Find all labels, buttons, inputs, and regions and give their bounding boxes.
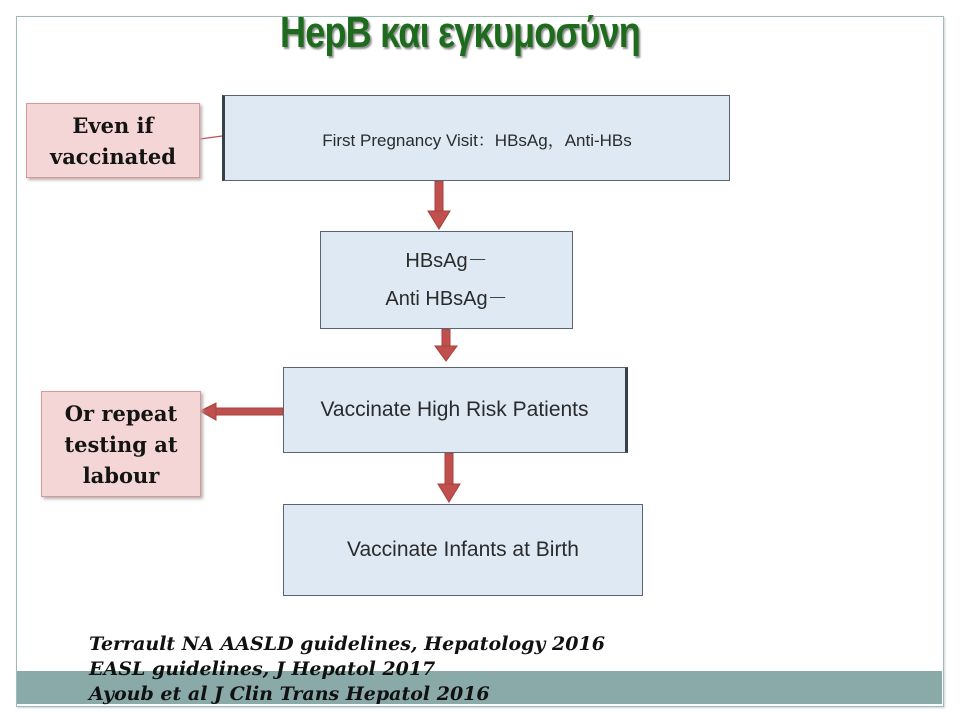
slide-title: HepB και εγκυμοσύνη xyxy=(279,8,641,57)
flow-step-results xyxy=(320,231,573,329)
note2-line2: testing at xyxy=(64,431,178,457)
arrow-down-2 xyxy=(435,329,457,361)
flow-step-vaccinate-infants xyxy=(283,504,643,596)
arrow-down-3 xyxy=(438,453,460,502)
flow-step-first-visit-text: First Pregnancy Visit：HBsAg，Anti-HBs xyxy=(322,130,632,150)
note-even-if-vaccinated xyxy=(26,103,200,178)
reference-item: Terrault NA AASLD guidelines, Hepatology 2016 xyxy=(89,633,605,655)
reference-item: EASL guidelines, J Hepatol 2017 xyxy=(89,658,436,680)
note2-line3: labour xyxy=(82,462,160,488)
note1-connector-line xyxy=(200,136,222,139)
flow-step-results-line1: HBsAg－ xyxy=(405,250,488,272)
reference-item: Ayoub et al J Clin Trans Hepatol 2016 xyxy=(89,683,490,705)
flow-step-results-line2: Anti HBsAg－ xyxy=(385,288,508,310)
note2-line1: Or repeat xyxy=(64,400,178,426)
note-repeat-testing xyxy=(41,391,201,497)
references xyxy=(89,632,605,707)
flow-step-first-visit xyxy=(222,95,730,181)
note1-line1: Even if xyxy=(72,112,154,138)
flow-step-vaccinate-infants-text: Vaccinate Infants at Birth xyxy=(347,538,579,561)
arrow-left xyxy=(200,403,283,420)
arrow-down-1 xyxy=(428,181,450,229)
flow-step-vaccinate-high-risk xyxy=(283,367,628,453)
flow-step-vaccinate-high-risk-text: Vaccinate High Risk Patients xyxy=(320,398,589,421)
note1-line2: vaccinated xyxy=(50,143,176,169)
